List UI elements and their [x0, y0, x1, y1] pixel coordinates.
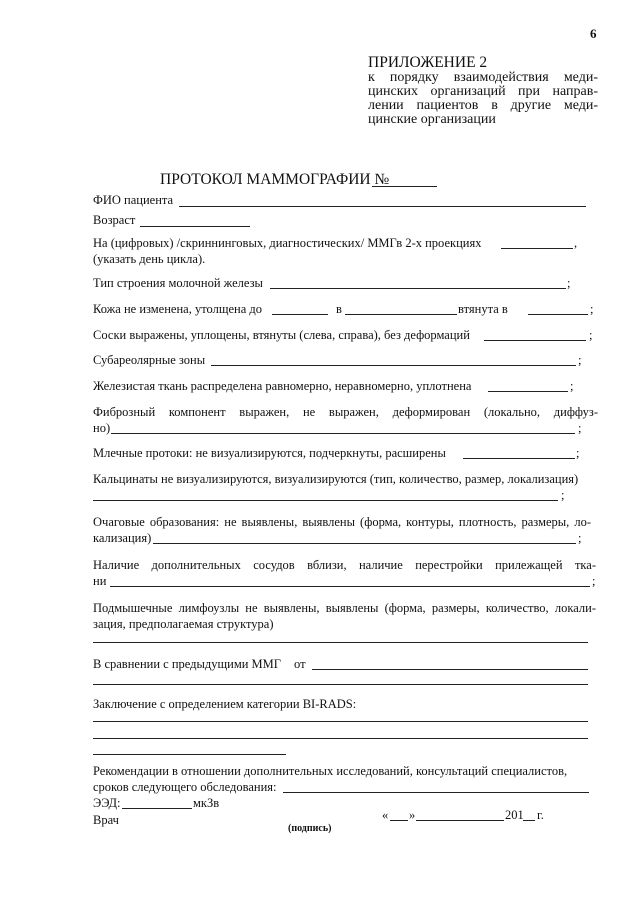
fibrous-field-line: [111, 433, 575, 434]
focal-lesions-label: Очаговые образования: не выявлены, выявлены (форма, контуры, плотность, размеры, ло-: [93, 515, 591, 529]
semicolon: ;: [567, 276, 571, 290]
date-day-line: [390, 820, 408, 821]
protocol-title: ПРОТОКОЛ МАММОГРАФИИ №: [160, 171, 390, 188]
comma: ,: [574, 236, 578, 250]
eed-field-line: [122, 808, 192, 809]
semicolon: ;: [576, 446, 580, 460]
signature-caption: (подпись): [288, 823, 332, 834]
conclusion-label: Заключение с определением категории BI-RADS:: [93, 697, 357, 711]
breast-type-label: Тип строения молочной железы: [93, 276, 263, 290]
projections-field-line: [501, 248, 573, 249]
appendix-line: лении пациентов в другие меди-: [368, 98, 598, 113]
semicolon: ;: [578, 353, 582, 367]
semicolon: ;: [589, 328, 593, 342]
breast-type-field-line: [270, 288, 566, 289]
semicolon: ;: [561, 488, 565, 502]
eed-unit: мкЗв: [193, 796, 220, 810]
ducts-label: Млечные протоки: не визуализируются, подчеркнуты, расширены: [93, 446, 446, 460]
skin-location-line: [345, 314, 457, 315]
vessels-label: Наличие дополнительных сосудов вблизи, наличие перестройки прилежащей тка-: [93, 558, 596, 572]
skin-retracted-label: втянута в: [458, 302, 508, 316]
appendix-title: ПРИЛОЖЕНИЕ 2: [368, 54, 488, 71]
age-label: Возраст: [93, 213, 136, 227]
nipples-label: Соски выражены, уплощены, втянуты (слева, справа), без деформаций: [93, 328, 470, 342]
lymph-nodes-label: Подмышечные лимфоузлы не выявлены, выявлены (форма, размеры, количество, локали-: [93, 601, 596, 615]
fibrous-label: Фиброзный компонент выражен, не выражен, деформирован (локально, диффуз-: [93, 405, 598, 419]
semicolon: ;: [592, 574, 596, 588]
glandular-label: Железистая ткань распределена равномерно, неравномерно, уплотнена: [93, 379, 472, 393]
recommendations-label-cont: сроков следующего обследования:: [93, 780, 277, 794]
date-quote-close: »: [409, 808, 416, 822]
calcifications-field-line: [93, 500, 558, 501]
eed-label: ЭЭД:: [93, 796, 121, 810]
date-year-line: [523, 820, 535, 821]
conclusion-line-1: [93, 721, 588, 722]
date-year-prefix: 201: [505, 808, 524, 822]
recommendations-field-line: [283, 792, 589, 793]
focal-lesions-field-line: [153, 543, 576, 544]
semicolon: ;: [578, 531, 582, 545]
semicolon: ;: [578, 421, 582, 435]
calcifications-label: Кальцинаты не визуализируются, визуализируются (тип, количество, размер, локализация): [93, 472, 579, 486]
comparison-from-label: от: [294, 657, 306, 671]
date-year-suffix: г.: [537, 808, 544, 822]
skin-retracted-line: [528, 314, 588, 315]
appendix-line: к порядку взаимодействия меди-: [368, 70, 598, 85]
fio-label: ФИО пациента: [93, 193, 174, 207]
appendix-line: цинских организаций при направ-: [368, 84, 598, 99]
vessels-label-cont: ни: [93, 574, 107, 588]
fio-field-line: [179, 206, 586, 207]
lymph-nodes-label-cont: зация, предполагаемая структура): [93, 617, 274, 631]
comparison-field-line: [93, 684, 588, 685]
ducts-field-line: [463, 458, 575, 459]
semicolon: ;: [590, 302, 594, 316]
comparison-label: В сравнении с предыдущими ММГ: [93, 657, 282, 671]
date-quote-open: «: [382, 808, 389, 822]
age-field-line: [140, 226, 250, 227]
protocol-number-line: [372, 186, 437, 187]
subareolar-field-line: [211, 365, 576, 366]
glandular-field-line: [488, 391, 568, 392]
appendix-line: цинские организации: [368, 112, 496, 127]
skin-thickness-line: [272, 314, 328, 315]
semicolon: ;: [570, 379, 574, 393]
skin-label: Кожа не изменена, утолщена до: [93, 302, 262, 316]
recommendations-label: Рекомендации в отношении дополнительных исследований, консультаций специалистов,: [93, 764, 568, 778]
conclusion-line-3: [93, 754, 286, 755]
lymph-nodes-field-line: [93, 642, 588, 643]
conclusion-line-2: [93, 738, 588, 739]
subareolar-label: Субареолярные зоны: [93, 353, 206, 367]
fibrous-label-cont: но): [93, 421, 111, 435]
date-month-line: [416, 820, 504, 821]
projections-label: На (цифровых) /скриннинговых, диагностических/ ММГв 2-х проекциях: [93, 236, 482, 250]
page-number: 6: [590, 26, 597, 41]
cycle-day-label: (указать день цикла).: [93, 252, 206, 266]
nipples-field-line: [484, 340, 586, 341]
comparison-date-line: [312, 669, 588, 670]
skin-in-label: в: [336, 302, 342, 316]
doctor-label: Врач: [93, 813, 119, 827]
focal-lesions-label-cont: кализация): [93, 531, 152, 545]
vessels-field-line: [110, 586, 590, 587]
